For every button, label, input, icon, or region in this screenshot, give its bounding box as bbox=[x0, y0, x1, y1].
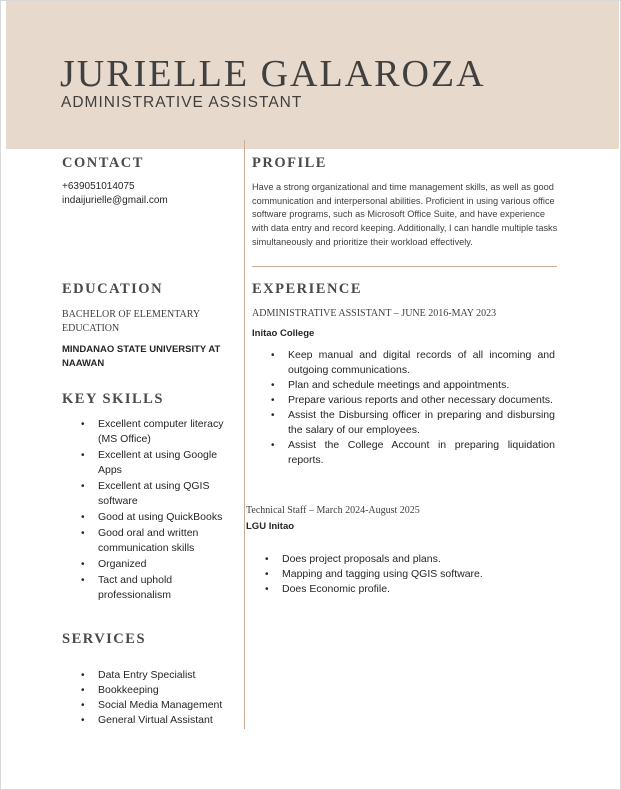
key-skills-list bbox=[98, 417, 234, 604]
skill-item: • Excellent computer literacy (MS Office) bbox=[98, 417, 234, 447]
job-duty: • Does Economic profile. bbox=[282, 582, 552, 597]
profile-heading: PROFILE bbox=[252, 155, 327, 171]
job-duty: • Mapping and tagging using QGIS software. bbox=[282, 567, 552, 582]
candidate-role: ADMINISTRATIVE ASSISTANT bbox=[61, 94, 303, 111]
service-item: • General Virtual Assistant bbox=[98, 713, 238, 728]
services-heading: SERVICES bbox=[62, 631, 147, 647]
job-title: Technical Staff – March 2024-August 2025 bbox=[246, 505, 420, 516]
contact-heading: CONTACT bbox=[62, 155, 144, 171]
profile-divider bbox=[252, 266, 557, 267]
job-duty: • Plan and schedule meetings and appointments. bbox=[288, 378, 555, 393]
job-duty: • Prepare various reports and other necessary documents. bbox=[288, 393, 555, 408]
job-title: ADMINISTRATIVE ASSISTANT – JUNE 2016-MAY 2023 bbox=[252, 308, 497, 319]
education-degree: BACHELOR OF ELEMENTARY EDUCATION bbox=[62, 309, 200, 334]
job-duty: • Assist the College Account in preparing liquidation reports. bbox=[288, 438, 555, 468]
service-item: • Data Entry Specialist bbox=[98, 668, 238, 683]
skill-item: • Organized bbox=[98, 557, 234, 572]
job-organization: LGU Initao bbox=[246, 521, 295, 532]
contact-phone: +639051014075 bbox=[62, 181, 135, 192]
services-list bbox=[98, 668, 238, 728]
job-duties-list bbox=[282, 552, 552, 597]
key-skills-heading: KEY SKILLS bbox=[62, 391, 164, 407]
contact-email: indaijurielle@gmail.com bbox=[62, 195, 168, 206]
skill-item: • Good oral and written communication skills bbox=[98, 526, 234, 556]
job-duty: • Does project proposals and plans. bbox=[282, 552, 552, 567]
job-duty: • Keep manual and digital records of all incoming and outgoing communications. bbox=[288, 348, 555, 378]
skill-item: • Good at using QuickBooks bbox=[98, 510, 234, 525]
service-item: • Bookkeeping bbox=[98, 683, 238, 698]
column-divider bbox=[244, 140, 245, 729]
profile-text: Have a strong organizational and time management skills, as well as good communication and interpersonal abilities. Proficient in using various office software programs, such as Microsoft Office Suite, and have experience with data entry and record keeping. Additionally, I can handle multiple tasks simultaneously and prioritize their workload effectively. bbox=[252, 182, 558, 247]
service-item: • Social Media Management bbox=[98, 698, 238, 713]
experience-heading: EXPERIENCE bbox=[252, 281, 363, 297]
skill-item: • Tact and uphold professionalism bbox=[98, 573, 234, 603]
skill-item: • Excellent at using Google Apps bbox=[98, 448, 234, 478]
job-organization: Initao College bbox=[252, 328, 315, 339]
job-duty: • Assist the Disbursing officer in preparing and disbursing the salary of our employees. bbox=[288, 408, 555, 438]
education-heading: EDUCATION bbox=[62, 281, 164, 297]
skill-item: • Excellent at using QGIS software bbox=[98, 479, 234, 509]
candidate-name: JURIELLE GALAROZA bbox=[60, 53, 486, 95]
education-school: MINDANAO STATE UNIVERSITY AT NAAWAN bbox=[62, 344, 221, 369]
job-duties-list bbox=[288, 348, 555, 468]
